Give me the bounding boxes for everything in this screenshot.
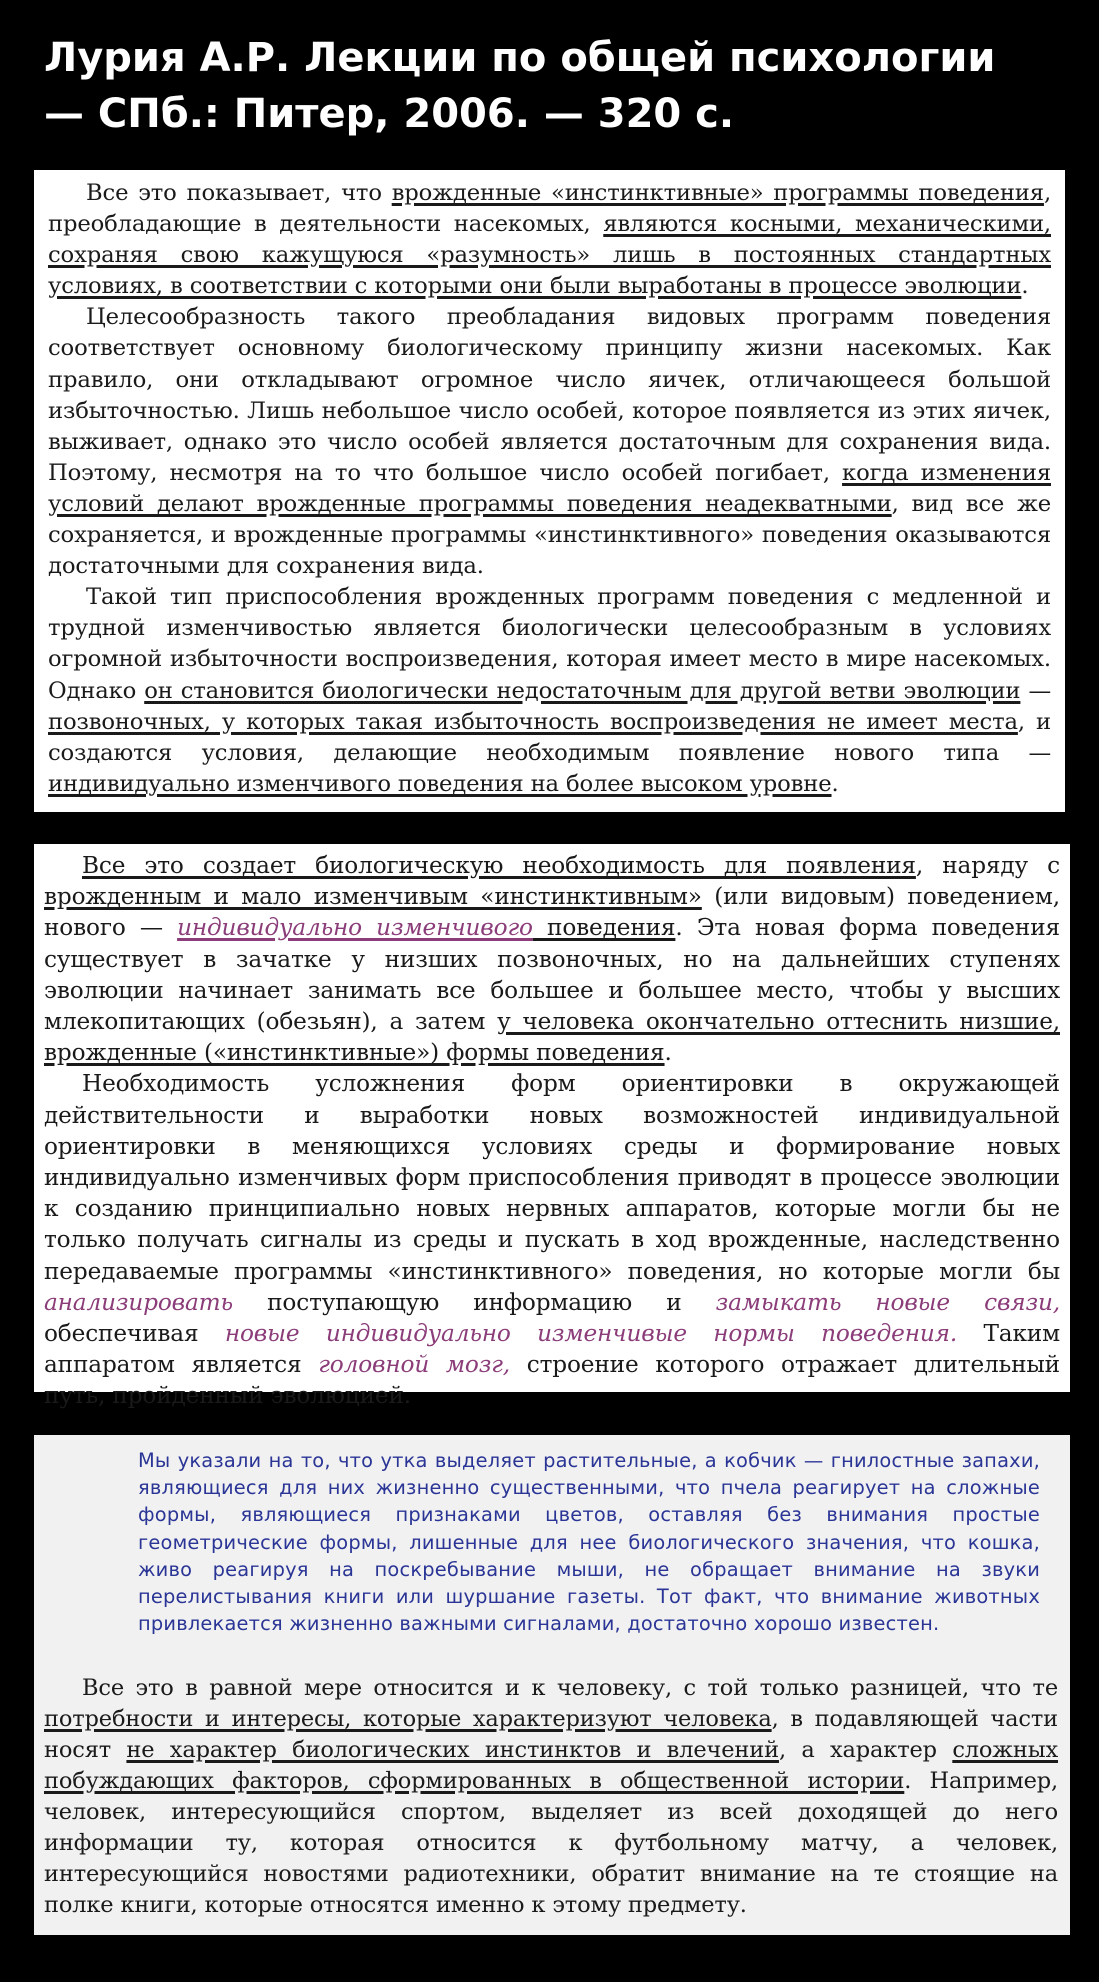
- text-segment: Целесообразность такого преобладания видовых программ поведения соответствует основному биологическому принципу жизни насекомых. Как правило, они откладывают огромное число яичек, отличающееся большой избыточностью. Лишь небольшое число особей, которое появляется из этих яичек, выживает, однако это число особей является достаточным для сохранения вида. Поэтому, несмотря на то что большое число особей погибает,: [48, 304, 1051, 486]
- underlined-text: поведения: [532, 914, 676, 942]
- quoted-passage: Мы указали на то, что утка выделяет растительные, а кобчик — гнилостные запахи, являющиеся для них жизненно существенными, что пчела реагирует на сложные формы, являющиеся признаками цветов, оставляя без внимания простые геометрические формы, лишенные для нее биологического значения, что кошка, живо реагируя на поскребывание мыши, не обращает внимание на звуки перелистывания книги или шуршание газеты. Тот факт, что внимание животных привлекается жизненно важными сигналами, достаточно хорошо известен.: [138, 1449, 1040, 1636]
- text-excerpt-1: [34, 170, 1065, 812]
- text-segment: Необходимость усложнения форм ориентировки в окружающей действительности и выработки новых возможностей индивидуальной ориентировки в меняющихся условиях среды и формирование новых индивидуально изменчивых форм приспособления приводят в процессе эволюции к созданию принципиально новых нервных аппаратов, которые могли бы не только получать сигналы из среды и пускать в ход врожденные, наследственно передаваемые программы «инстинктивного» поведения, но которые могли бы: [44, 1070, 1060, 1285]
- paragraph: [48, 178, 1051, 302]
- text-segment: поступающую информацию и: [233, 1288, 716, 1316]
- underlined-text: когда изменения условий делают врожденные программы поведения неадекватными: [48, 459, 1051, 517]
- text-segment: . Эта новая форма поведения существует в зачатке у низших позвоночных, но на дальнейших ступенях эволюции начинает занимать все большее и большее место, чтобы у высших млекопитающих (обезьян), а затем: [44, 914, 1060, 1036]
- text-segment: Все это показывает, что: [86, 180, 392, 206]
- title-line-1: Лурия А.Р. Лекции по общей психологии: [44, 35, 996, 81]
- underlined-text: позвоночных, у которых такая избыточность воспроизведения не имеет места: [48, 708, 1018, 735]
- text-segment: .: [831, 770, 839, 797]
- text-segment: , преобладающие в деятельности насекомых,: [48, 180, 1052, 238]
- highlighted-text: замыкать новые связи,: [715, 1288, 1060, 1316]
- text-segment: , и создаются условия, делающие необходимым появление нового типа —: [48, 708, 1051, 766]
- paragraph: [44, 850, 1060, 1068]
- text-excerpt-3: [34, 1435, 1070, 1935]
- page-title: [44, 30, 1074, 142]
- highlighted-text: головной мозг,: [318, 1351, 511, 1379]
- paragraph: [48, 582, 1051, 800]
- text-segment: . Например, человек, интересующийся спортом, выделяет из всей доходящей до него информации ту, которая относится к футбольному матчу, а человек, интересующийся новостями радиотехники, обратит внимание на те стоящие на полке книги, которые относятся именно к этому предмету.: [44, 1768, 1058, 1919]
- underlined-text: он становится биологически недостаточным для другой ветви эволюции: [144, 677, 1021, 704]
- text-segment: (или видовым) поведением, нового —: [44, 883, 1060, 942]
- highlighted-text: индивидуально изменчивого: [177, 914, 533, 942]
- text-segment: .: [664, 1039, 672, 1067]
- underlined-text: врожденным и мало изменчивым «инстинктивным»: [44, 883, 702, 911]
- text-segment: Такой тип приспособления врожденных программ поведения с медленной и трудной изменчивостью является биологически целесообразным в условиях огромной избыточности воспроизведения, которая имеет место в мире насекомых. Однако: [48, 584, 1051, 704]
- underlined-text: индивидуально изменчивого поведения на более высоком уровне: [48, 770, 832, 797]
- paragraph: [48, 302, 1051, 582]
- text-segment: Все это в равной мере относится и к человеку, с той только разницей, что те: [82, 1675, 1058, 1702]
- underlined-text: потребности и интересы, которые характеризуют человека: [44, 1706, 772, 1733]
- paragraph: [44, 1068, 1060, 1411]
- highlighted-text: новые индивидуально изменчивые нормы поведения.: [224, 1320, 958, 1348]
- text-segment: —: [1020, 677, 1051, 704]
- text-segment: , а характер: [778, 1737, 953, 1764]
- underlined-text: сложных побуждающих факторов, сформированных в общественной истории: [44, 1737, 1058, 1795]
- text-segment: , вид все же сохраняется, и врожденные программы «инстинктивного» поведения оказываются достаточными для сохранения вида.: [48, 490, 1051, 580]
- underlined-text: Все это создает биологическую необходимость для появления: [82, 852, 916, 879]
- text-segment: .: [1021, 273, 1029, 300]
- highlighted-text: анализировать: [44, 1288, 233, 1316]
- text-segment: Таким аппаратом является: [44, 1320, 1060, 1379]
- title-line-2: — СПб.: Питер, 2006. — 320 с.: [44, 91, 735, 137]
- underlined-text: врожденные «инстинктивные» программы поведения: [391, 180, 1044, 206]
- underlined-text: у человека окончательно оттеснить низшие, врожденные («инстинктивные») формы поведения: [44, 1008, 1060, 1067]
- underlined-text: являются косными, механическими, сохраняя свою кажущуюся «разумность» лишь в постоянных стандартных условиях, в соответствии с которыми они были выработаны в процессе эволюции: [48, 211, 1051, 300]
- text-segment: , наряду с: [915, 852, 1060, 879]
- text-segment: строение которого отражает длительный путь, пройденный эволюцией.: [44, 1351, 1060, 1410]
- text-segment: обеспечивая: [44, 1320, 225, 1348]
- text-excerpt-2: [34, 844, 1070, 1410]
- text-segment: , в подавляющей части носят: [44, 1706, 1059, 1764]
- paragraph: [44, 1673, 1058, 1921]
- underlined-text: не характер биологических инстинктов и влечений: [126, 1737, 779, 1764]
